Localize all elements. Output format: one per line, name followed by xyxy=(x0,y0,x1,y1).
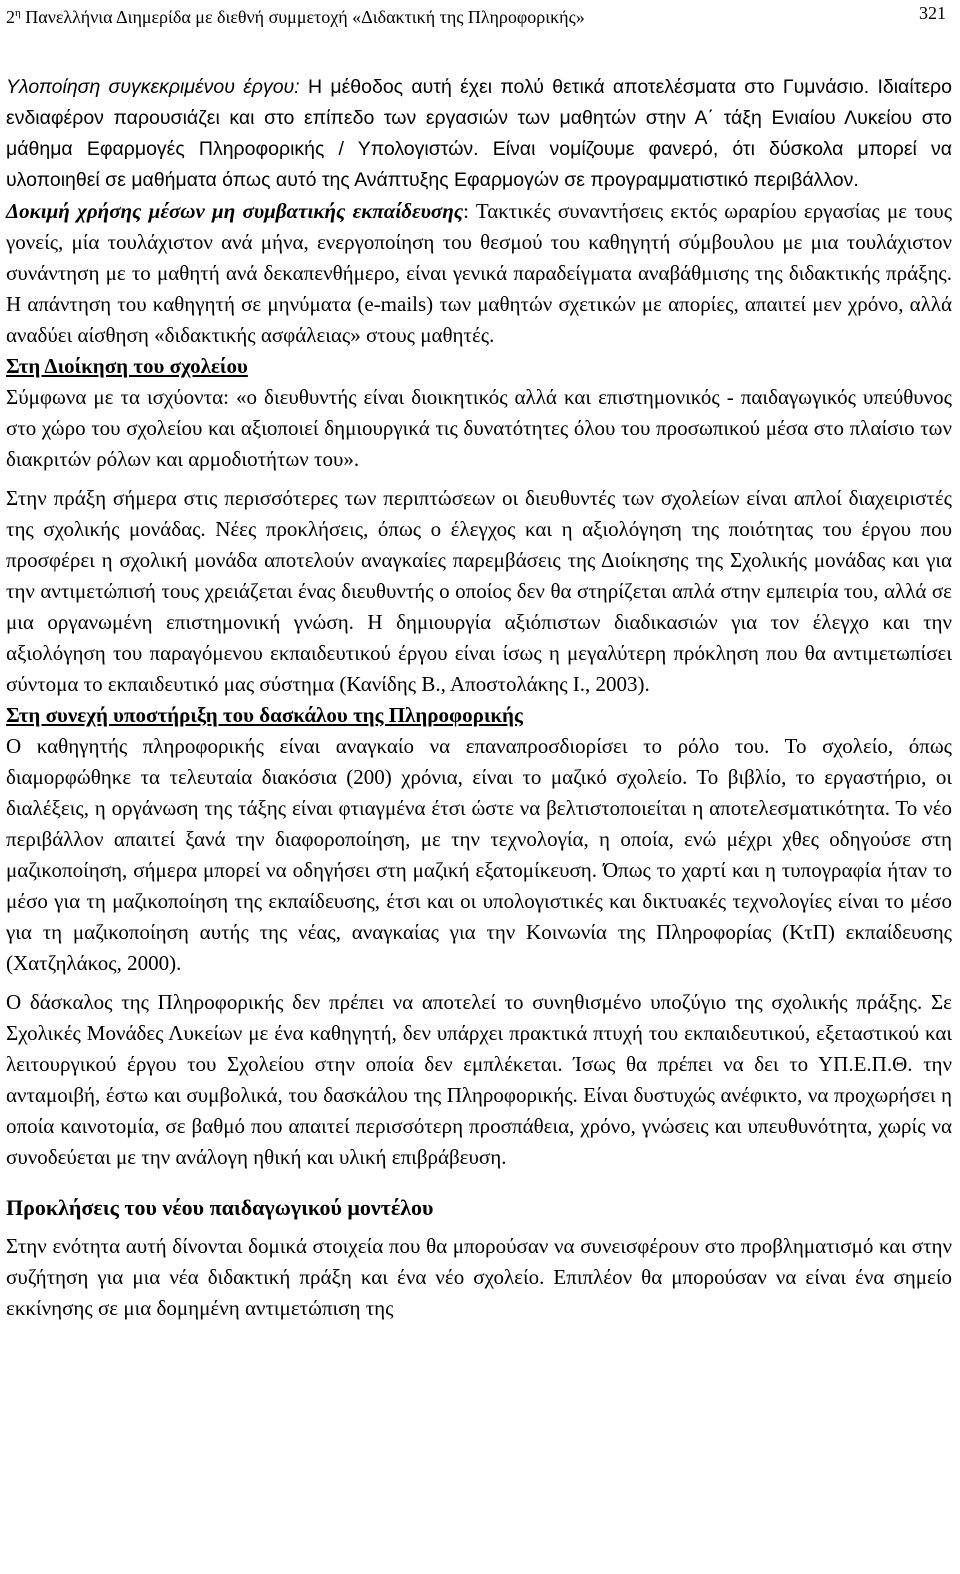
trial-text: : Τακτικές συναντήσεις εκτός ωραρίου εργασίας με τους γονείς, μία τουλάχιστον ανά μήνα, ενεργοποίηση του θεσμού του καθηγητή σύμβουλου με μια τουλάχιστον συνάντηση με το μαθητή ανά δεκαπενθήμερο, είναι γενικά παραδείγματα αναβάθμισης της διδακτικής πράξης. Η απάντηση του καθηγητή σε μηνύματα (e-mails) των μαθητών σχετικών με απορίες, απαιτεί μεν χρόνο, αλλά αναδύει αίσθηση «διδακτικής ασφάλειας» στους μαθητές. xyxy=(6,199,953,347)
page-number: 321 xyxy=(919,3,946,23)
paragraph-trial xyxy=(6,196,952,351)
implementation-label: Υλοποίηση συγκεκριμένου έργου: xyxy=(6,76,300,98)
implementation-text-b: Είναι νομίζουμε φανερό, ότι δύσκολα μπορεί να υλοποιηθεί σε μαθήματα όπως αυτό της Ανάπτυξης Εφαρμογών σε προγραμματιστικό περιβάλλον. xyxy=(6,138,952,191)
paragraph-teacher-support-1: Ο καθηγητής πληροφορικής είναι αναγκαίο να επαναπροσδιορίσει το ρόλο του. Το σχολείο, όπως διαμορφώθηκε τα τελευταία διακόσια (200) χρόνια, είναι το μαζικό σχολείο. Το βιβλίο, το εργαστήριο, οι διαλέξεις, η οργάνωση της τάξης είναι φτιαγμένα έτσι ώστε να βελτιστοποιείται η αποτελεσματικότητα. Το νέο περιβάλλον απαιτεί ξανά την διαφοροποίηση, με την τεχνολογία, η οποία, ενώ μέχρι χθες οδηγούσε στη μαζικοποίηση, σήμερα μπορεί να οδηγήσει στη μαζική εξατομίκευση. Όπως το χαρτί και η τυπογραφία ήταν το μέσο για τη μαζικοποίηση της εκπαίδευσης, έτσι και οι υπολογιστικές και δικτυακές τεχνολογίες είναι το μέσο για τη μαζικοποίηση αυτής της νέας, αναγκαίας για την Κοινωνία της Πληροφορίας (ΚτΠ) εκπαίδευσης (Χατζηλάκος, 2000). xyxy=(6,734,952,975)
paragraph-implementation xyxy=(6,72,952,196)
paragraph-administration-2: Στην πράξη σήμερα στις περισσότερες των περιπτώσεων οι διευθυντές των σχολείων είναι απλοί διαχειριστές της σχολικής μονάδας. Νέες προκλήσεις, όπως ο έλεγχος και η αξιολόγηση της ποιότητας του έργου που προσφέρει η σχολική μονάδα αποτελούν αναγκαίες παρεμβάσεις της Διοίκησης της Σχολικής μονάδας και για την αντιμετώπισή τους χρειάζεται ένας διευθυντής ο οποίος δεν θα στηρίζεται απλά στην εμπειρία του, αλλά σε μια οργανωμένη επιστημονική γνώση. Η δημιουργία αξιόπιστων διαδικασιών για τον έλεγχο και την αξιολόγηση του παραγόμενου εκπαιδευτικού έργου είναι ίσως η μεγαλύτερη πρόκληση που θα αντιμετωπίσει σύντομα το εκπαιδευτικό μας σύστημα (Κανίδης Β., Αποστολάκης Ι., 2003). xyxy=(6,486,952,696)
trial-label: Δοκιμή χρήσης μέσων μη συμβατικής εκπαίδευσης xyxy=(6,199,464,223)
header-ordinal-sup: η xyxy=(15,7,21,19)
section-heading-teacher-support: Στη συνεχή υποστήριξη του δασκάλου της Πληροφορικής xyxy=(6,703,523,727)
paragraph-challenges-1: Στην ενότητα αυτή δίνονται δομικά στοιχεία που θα μπορούσαν να συνεισφέρουν στο προβληματισμό και στην συζήτηση για μια νέα διδακτική πράξη και ένα νέο σχολείο. Επιπλέον θα μπορούσαν να είναι ένα σημείο εκκίνησης σε μια δομημένη αντιμετώπιση της xyxy=(6,1234,952,1320)
paragraph-teacher-support-2: Ο δάσκαλος της Πληροφορικής δεν πρέπει να αποτελεί το συνηθισμένο υποζύγιο της σχολικής πράξης. Σε Σχολικές Μονάδες Λυκείων με ένα καθηγητή, δεν υπάρχει πρακτικά πτυχή του εκπαιδευτικού, εξεταστικού και λειτουργικού έργου του Σχολείου στην οποία δεν εμπλέκεται. Ίσως θα πρέπει να δει το ΥΠ.Ε.Π.Θ. την ανταμοιβή, έστω και συμβολικά, του δασκάλου της Πληροφορικής. Είναι δυστυχώς ανέφικτο, να προχωρήσει η οποία καινοτομία, σε βαθμό που απαιτεί περισσότερη προσπάθεια, χρόνο, γνώσεις και υπευθυνότητα, χωρίς να συνοδεύεται με την ανάλογη ηθική και υλική επιβράβευση. xyxy=(6,990,952,1169)
implementation-text-a: Η μέθοδος αυτή έχει πολύ θετικά αποτελέσματα στο Γυμνάσιο. Ιδιαίτερο ενδιαφέρον παρουσιάζει και στο επίπεδο των εργασιών των μαθητών στην Α΄ τάξη Ενιαίου Λυκείου στο μάθημα Εφαρμογές Πληροφορικής / Υπολογιστών. xyxy=(6,76,952,160)
running-header xyxy=(6,0,952,32)
header-title-text: Πανελλήνια Διημερίδα με διεθνή συμμετοχή «Διδακτική της Πληροφορικής» xyxy=(20,7,585,27)
paragraph-administration-1: Σύμφωνα με τα ισχύοντα: «ο διευθυντής είναι διοικητικός αλλά και επιστημονικός - παιδαγωγικός υπεύθυνος στο χώρο του σχολείου και αξιοποιεί δημιουργικά τις δυνατότητες όλου του προσωπικού μέσα στο πλαίσιο των διακριτών ρόλων και αρμοδιοτήτων του». xyxy=(6,385,952,471)
section-heading-administration: Στη Διοίκηση του σχολείου xyxy=(6,354,248,378)
header-title xyxy=(6,2,585,28)
header-ordinal: 2 xyxy=(6,7,15,27)
document-page xyxy=(6,0,952,1324)
body-text xyxy=(6,72,952,1324)
section-heading-challenges: Προκλήσεις του νέου παιδαγωγικού μοντέλου xyxy=(6,1195,434,1220)
